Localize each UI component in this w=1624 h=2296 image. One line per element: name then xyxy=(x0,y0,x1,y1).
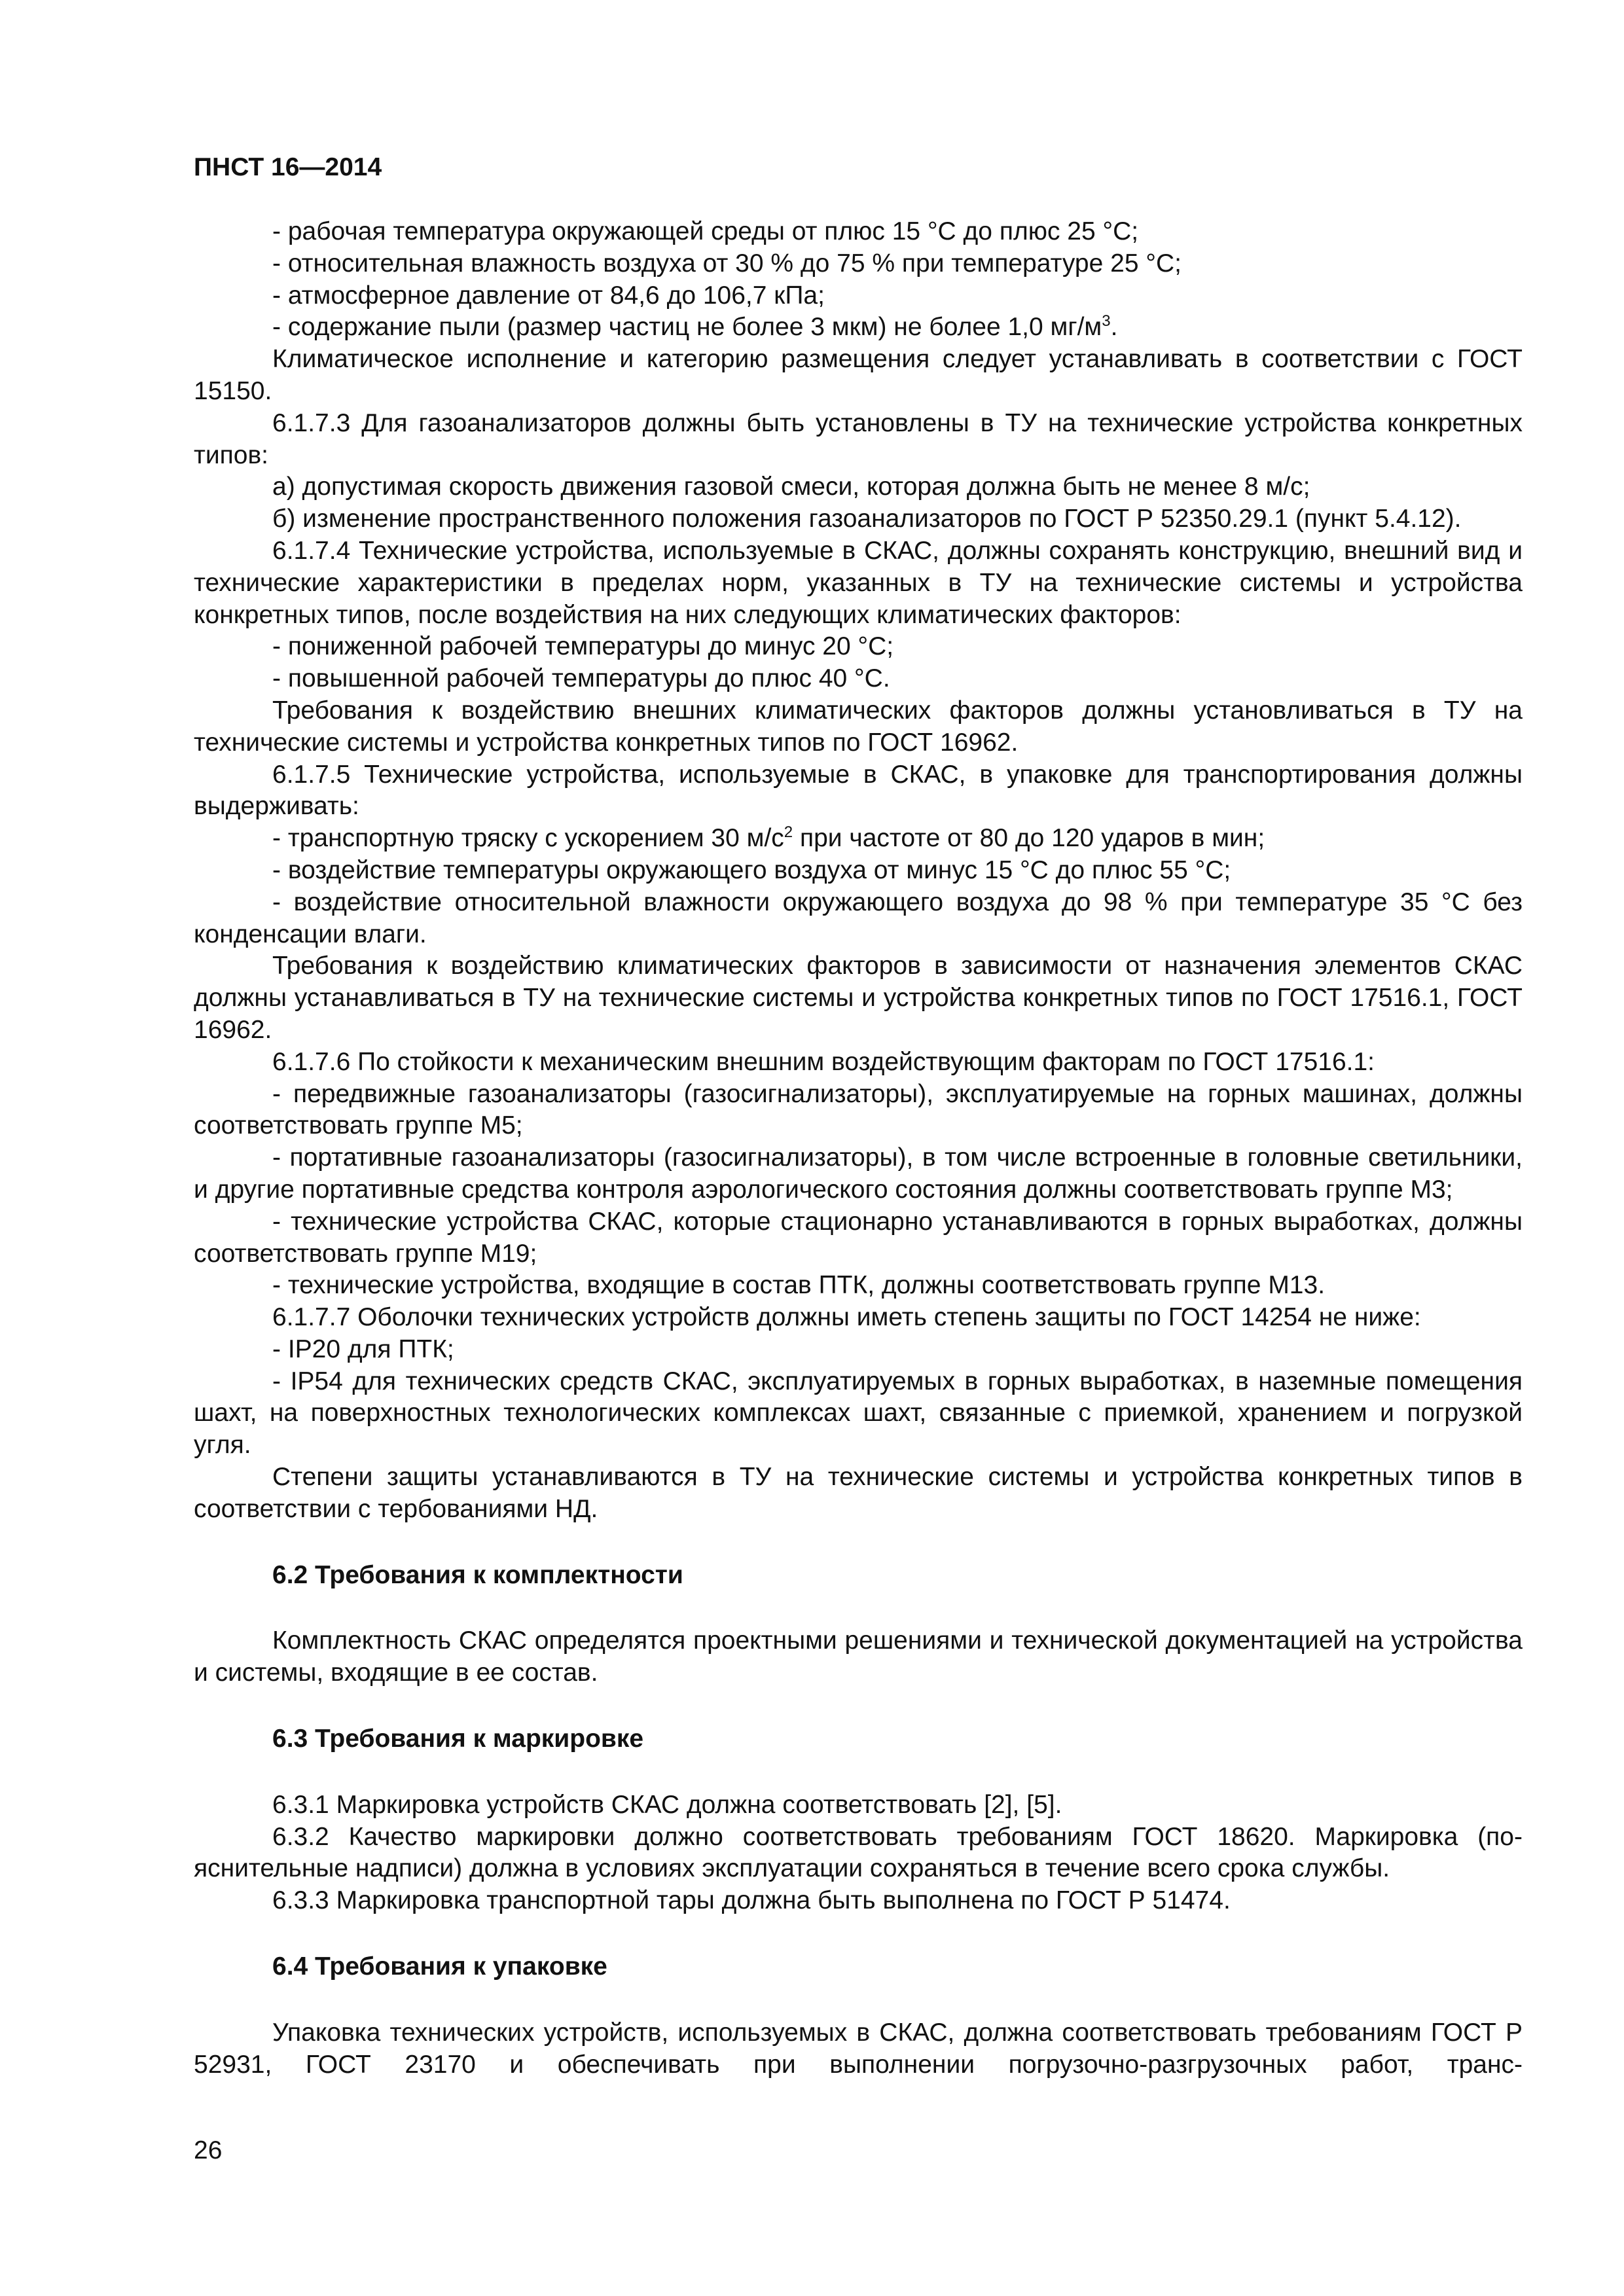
section-heading-6-3: 6.3 Требования к маркировке xyxy=(272,1725,644,1753)
paragraph-text: - транспортную тряску с ускорением 30 м/с xyxy=(272,824,784,853)
paragraph: - атмосферное давление от 84,6 до 106,7 кПа; xyxy=(272,281,825,310)
paragraph: - передвижные газоанализаторы (газосигнализаторы), эксплуатируемые на горных машинах, должны соответствовать группе М5; xyxy=(194,1079,1523,1140)
paragraph: Комплектность СКАС определятся проектными решениями и технической документацией на устройства и системы, входящие в ее состав. xyxy=(194,1626,1523,1687)
paragraph: - воздействие относительной влажности окружающего воздуха до 98 % при температуре 35 °С без конденсации влаги. xyxy=(194,888,1523,948)
paragraph: 6.1.7.6 По стойкости к механическим внешним воздействующим факторам по ГОСТ 17516.1: xyxy=(272,1047,1375,1076)
page-number: 26 xyxy=(194,2136,223,2164)
document-body xyxy=(194,216,1523,2081)
paragraph: - портативные газоанализаторы (газосигнализаторы), в том числе встроенные в головные светильники, и другие портативные средства контроля аэрологического состояния должны соответствовать группе М3; xyxy=(194,1143,1523,1204)
paragraph xyxy=(194,823,1523,855)
paragraph: - технические устройства СКАС, которые стационарно устанавливаются в горных выработках, должны соответствовать группе М19; xyxy=(194,1207,1523,1268)
section-heading-6-4: 6.4 Требования к упаковке xyxy=(272,1952,607,1981)
paragraph: Степени защиты устанавливаются в ТУ на технические системы и устройства конкретных типов в соответствии с тербованиями НД. xyxy=(194,1463,1523,1523)
paragraph: - IP20 для ПТК; xyxy=(272,1335,454,1363)
paragraph-text: при частоте от 80 до 120 ударов в мин; xyxy=(793,824,1265,853)
superscript: 2 xyxy=(784,823,793,842)
section-heading-6-2: 6.2 Требования к комплектности xyxy=(272,1560,683,1589)
paragraph: 6.3.1 Маркировка устройств СКАС должна соответствовать [2], [5]. xyxy=(272,1790,1062,1819)
paragraph-text: - содержание пыли (размер частиц не более 3 мкм) не более 1,0 мг/м xyxy=(272,313,1102,342)
paragraph: б) изменение пространственного положения газоанализаторов по ГОСТ Р 52350.29.1 (пункт 5.4.12). xyxy=(272,505,1462,533)
paragraph: - пониженной рабочей температуры до минус 20 °С; xyxy=(272,632,894,661)
paragraph: Упаковка технических устройств, используемых в СКАС, должна соответствовать требованиям ГОСТ Р 52931, ГОСТ 23170 и обеспечивать при выполнении погрузочно-разгрузочных работ, транс- xyxy=(194,2018,1523,2079)
paragraph: 6.1.7.5 Технические устройства, используемые в СКАС, в упаковке для транспортирования должны выдерживать: xyxy=(194,760,1523,821)
paragraph: Требования к воздействию внешних климатических факторов должны установливаться в ТУ на технические системы и устройства конкретных типов по ГОСТ 16962. xyxy=(194,696,1523,757)
paragraph-text: . xyxy=(1110,313,1118,342)
paragraph: - рабочая температура окружающей среды от плюс 15 °С до плюс 25 °С; xyxy=(272,217,1139,245)
paragraph: - технические устройства, входящие в состав ПТК, должны соответствовать группе М13. xyxy=(272,1271,1326,1300)
paragraph xyxy=(194,312,1523,344)
paragraph: - IP54 для технических средств СКАС, эксплуатируемых в горных выработках, в наземные помещения шахт, на поверхностных технологических комплексах шахт, связанные с приемкой, хранением и погрузкой угля. xyxy=(194,1367,1523,1460)
paragraph: 6.1.7.3 Для газоанализаторов должны быть установлены в ТУ на технические устройства конкретных типов: xyxy=(194,408,1523,469)
paragraph: 6.3.3 Маркировка транспортной тары должна быть выполнена по ГОСТ Р 51474. xyxy=(272,1886,1231,1915)
paragraph: 6.1.7.7 Оболочки технических устройств должны иметь степень защиты по ГОСТ 14254 не ниже: xyxy=(272,1303,1421,1332)
paragraph: Климатическое исполнение и категорию размещения следует устанавливать в соответствии с ГОСТ 15150. xyxy=(194,345,1523,405)
paragraph: - относительная влажность воздуха от 30 % до 75 % при температуре 25 °С; xyxy=(272,249,1182,278)
paragraph: - повышенной рабочей температуры до плюс 40 °С. xyxy=(272,664,890,693)
paragraph: - воздействие температуры окружающего воздуха от минус 15 °С до плюс 55 °С; xyxy=(272,855,1231,884)
superscript: 3 xyxy=(1102,312,1111,331)
paragraph: 6.1.7.4 Технические устройства, используемые в СКАС, должны сохранять конструкцию, внешний вид и технические характеристики в пределах норм, указанных в ТУ на технические системы и устройства конкретных типов, после воздействия на них следующих климатических факторов: xyxy=(194,536,1523,629)
paragraph: Требования к воздействию климатических факторов в зависимости от назначения элементов СКАС должны устанавливаться в ТУ на технические системы и устройства конкретных типов по ГОСТ 17516.1, ГОСТ 16962. xyxy=(194,952,1523,1044)
paragraph: а) допустимая скорость движения газовой смеси, которая должна быть не менее 8 м/с; xyxy=(272,473,1310,501)
paragraph: 6.3.2 Качество маркировки должно соответствовать требованиям ГОСТ 18620. Маркировка (пояснительные надписи) должна в условиях эксплуатации сохраняться в течение всего срока службы. xyxy=(194,1822,1523,1883)
document-header: ПНСТ 16—2014 xyxy=(194,153,382,181)
